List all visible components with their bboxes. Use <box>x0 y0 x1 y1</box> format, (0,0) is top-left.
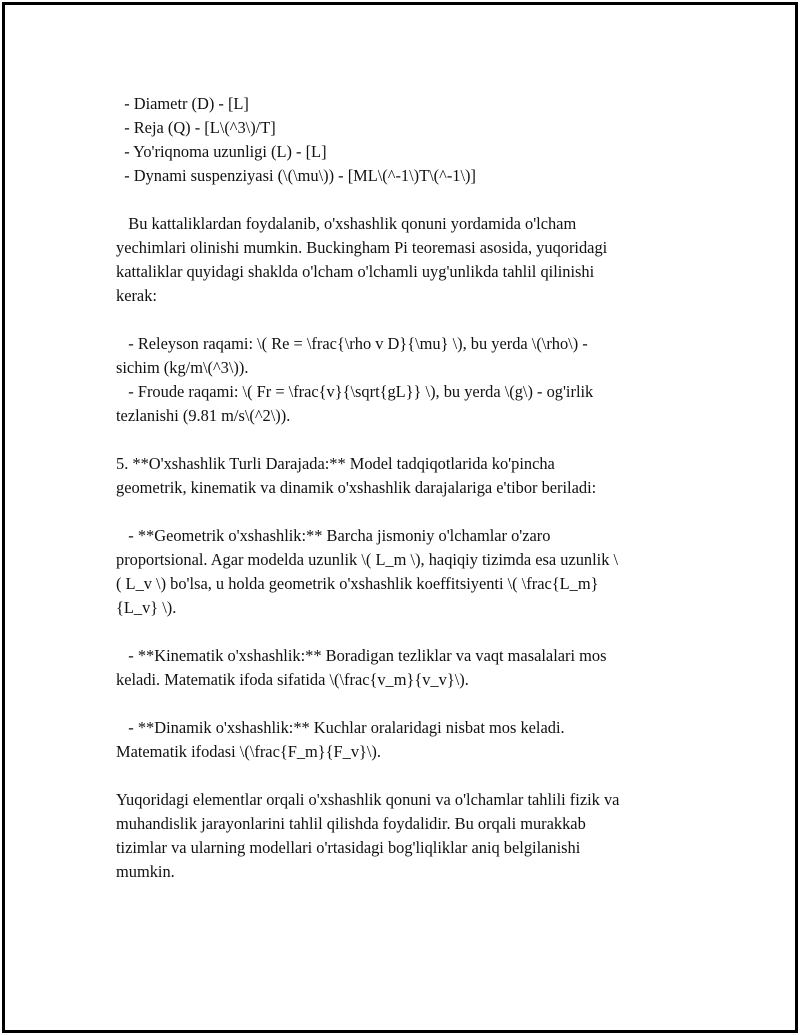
kinematic-similarity <box>116 644 696 692</box>
text-line: - Froude raqami: \( Fr = \frac{v}{\sqrt{gL}} \), bu yerda \(g\) - og'irlik <box>116 382 594 401</box>
text-line: - Releyson raqami: \( Re = \frac{\rho v D}{\mu} \), bu yerda \(\rho\) - <box>116 334 588 353</box>
text-line: Yuqoridagi elementlar orqali o'xshashlik qonuni va o'lchamlar tahlili fizik va <box>116 790 620 809</box>
section-5-intro <box>116 452 696 500</box>
text-line: - **Kinematik o'xshashlik:** Boradigan tezliklar va vaqt masalalari mos <box>116 646 607 665</box>
spacer <box>116 500 696 524</box>
text-line: geometrik, kinematik va dinamik o'xshashlik darajalariga e'tibor beriladi: <box>116 478 597 497</box>
text-line: keladi. Matematik ifoda sifatida \(\frac{v_m}{v_v}\). <box>116 670 469 689</box>
text-line: proportsional. Agar modelda uzunlik \( L_m \), haqiqiy tizimda esa uzunlik \ <box>116 550 619 569</box>
list-item: - Yo'riqnoma uzunligi (L) - [L] <box>116 142 327 161</box>
text-line: Matematik ifodasi \(\frac{F_m}{F_v}\). <box>116 742 381 761</box>
conclusion-paragraph <box>116 788 696 884</box>
spacer <box>116 428 696 452</box>
text-line: tezlanishi (9.81 m/s\(^2\)). <box>116 406 291 425</box>
text-line: - **Dinamik o'xshashlik:** Kuchlar oralaridagi nisbat mos keladi. <box>116 718 565 737</box>
dynamic-similarity <box>116 716 696 764</box>
spacer <box>116 620 696 644</box>
spacer <box>116 692 696 716</box>
text-line: muhandislik jarayonlarini tahlil qilishda foydalidir. Bu orqali murakkab <box>116 814 586 833</box>
text-line: Bu kattaliklardan foydalanib, o'xshashlik qonuni yordamida o'lcham <box>116 214 577 233</box>
dimensionless-numbers <box>116 332 696 428</box>
text-line: 5. **O'xshashlik Turli Darajada:** Model tadqiqotlarida ko'pincha <box>116 454 555 473</box>
text-line: kattaliklar quyidagi shaklda o'lcham o'lchamli uyg'unlikda tahlil qilinishi <box>116 262 595 281</box>
spacer <box>116 764 696 788</box>
text-line: mumkin. <box>116 862 175 881</box>
units-list <box>116 92 696 188</box>
geometric-similarity <box>116 524 696 620</box>
spacer <box>116 308 696 332</box>
text-line: - **Geometrik o'xshashlik:** Barcha jismoniy o'lchamlar o'zaro <box>116 526 551 545</box>
paragraph-buckingham <box>116 212 696 308</box>
text-line: yechimlari olinishi mumkin. Buckingham Pi teoremasi asosida, yuqoridagi <box>116 238 608 257</box>
list-item: - Reja (Q) - [L\(^3\)/T] <box>116 118 276 137</box>
document-body <box>116 92 696 884</box>
text-line: tizimlar va ularning modellari o'rtasidagi bog'liqliklar aniq belgilanishi <box>116 838 581 857</box>
spacer <box>116 188 696 212</box>
list-item: - Diametr (D) - [L] <box>116 94 249 113</box>
text-line: {L_v} \). <box>116 598 177 617</box>
list-item: - Dynami suspenziyasi (\(\mu\)) - [ML\(^-1\)T\(^-1\)] <box>116 166 476 185</box>
text-line: kerak: <box>116 286 157 305</box>
text-line: sichim (kg/m\(^3\)). <box>116 358 249 377</box>
text-line: ( L_v \) bo'lsa, u holda geometrik o'xshashlik koeffitsiyenti \( \frac{L_m} <box>116 574 599 593</box>
